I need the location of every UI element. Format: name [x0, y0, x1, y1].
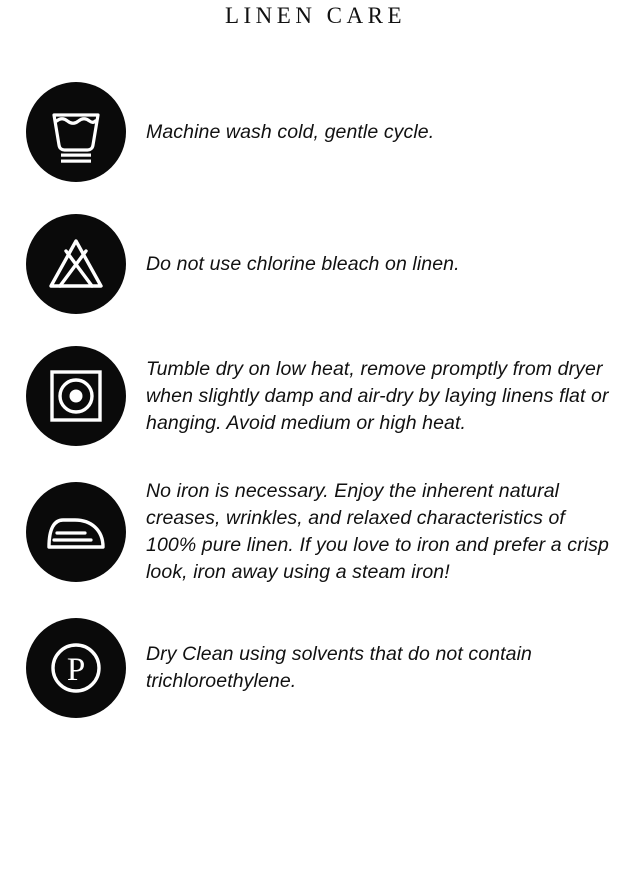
- do-not-bleach-icon: [26, 214, 126, 314]
- care-list-item: [6, 82, 625, 182]
- text-cell: [146, 641, 625, 695]
- care-instruction-text: Dry Clean using solvents that do not contain trichloroethylene.: [146, 643, 532, 692]
- care-list-item: [6, 478, 625, 586]
- care-instruction-text: No iron is necessary. Enjoy the inherent natural creases, wrinkles, and relaxed characteristics of 100% pure linen. If you love to iron and prefer a crisp look, iron away using a steam iron!: [146, 480, 609, 583]
- care-list-item: [6, 346, 625, 446]
- icon-cell: [6, 346, 146, 446]
- icon-cell: [6, 482, 146, 582]
- svg-text:P: P: [66, 652, 86, 688]
- icon-cell: [6, 82, 146, 182]
- icon-cell: [6, 618, 146, 718]
- tumble-dry-low-icon: [26, 346, 126, 446]
- care-instruction-text: Machine wash cold, gentle cycle.: [146, 120, 435, 143]
- text-cell: [146, 119, 625, 146]
- page-title: LINEN CARE: [224, 3, 407, 28]
- iron-icon: [26, 482, 126, 582]
- dry-clean-p-icon: [26, 618, 126, 718]
- text-cell: [146, 251, 625, 278]
- care-list-item: [6, 214, 625, 314]
- care-instruction-text: Do not use chlorine bleach on linen.: [146, 252, 460, 275]
- care-instruction-list: [0, 82, 631, 718]
- care-instruction-text: Tumble dry on low heat, remove promptly from dryer when slightly damp and air-dry by laying linens flat or hanging. Avoid medium or high heat.: [146, 357, 609, 434]
- icon-cell: [6, 214, 146, 314]
- text-cell: [146, 356, 625, 437]
- text-cell: [146, 478, 625, 586]
- care-list-item: [6, 618, 625, 718]
- machine-wash-cold-icon: [26, 82, 126, 182]
